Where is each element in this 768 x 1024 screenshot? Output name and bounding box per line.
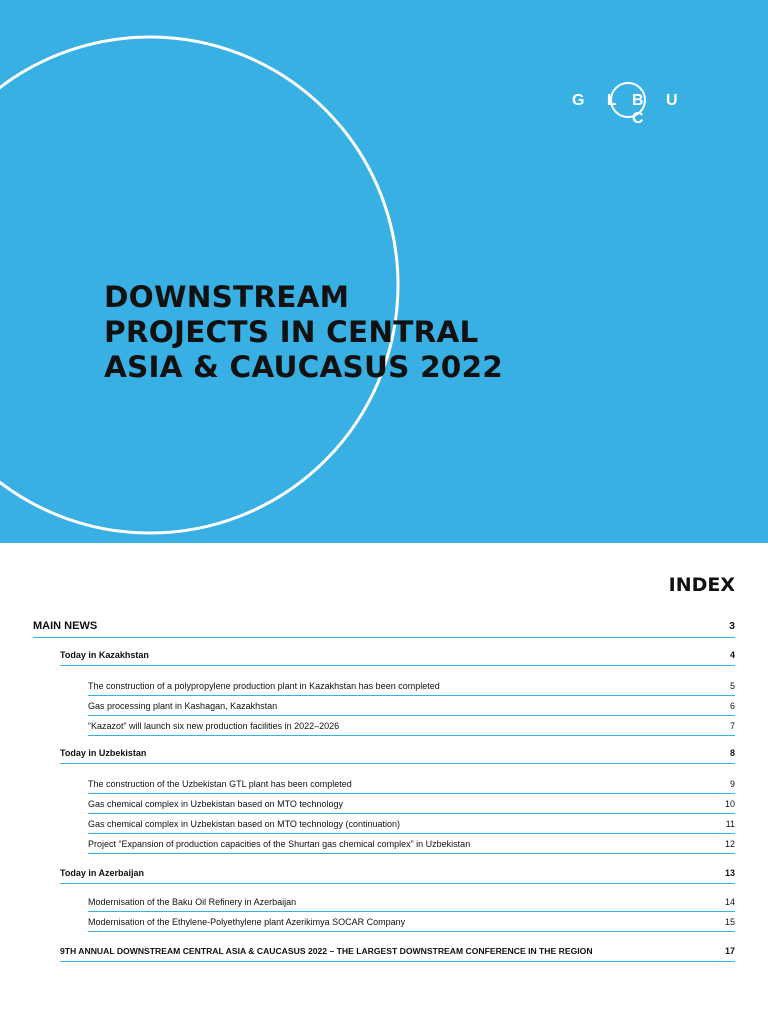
toc-entry-page: 3 bbox=[729, 619, 735, 632]
toc-entry[interactable] bbox=[88, 834, 735, 854]
toc-entry-page: 12 bbox=[724, 838, 735, 849]
toc-entry-title: Project “Expansion of production capacities of the Shurtan gas chemical complex” in Uzbekistan bbox=[88, 838, 471, 849]
toc-entry-page: 11 bbox=[725, 818, 735, 829]
toc-entry[interactable] bbox=[88, 696, 735, 716]
toc-entry-page: 6 bbox=[729, 700, 735, 711]
toc-entry[interactable] bbox=[88, 794, 735, 814]
toc-entry-page: 9 bbox=[729, 778, 735, 789]
toc-entry-page: 10 bbox=[724, 798, 735, 809]
title-line-1: DOWNSTREAM bbox=[104, 280, 350, 314]
toc-entry-title: Today in Kazakhstan bbox=[60, 649, 149, 660]
toc-entry[interactable] bbox=[88, 892, 735, 912]
toc-entry-title: Gas chemical complex in Uzbekistan based on MTO technology bbox=[88, 798, 343, 809]
title-line-3: ASIA & CAUCASUS 2022 bbox=[104, 350, 503, 384]
toc-entry-title: Modernisation of the Baku Oil Refinery in Azerbaijan bbox=[88, 896, 297, 907]
toc-entry-page: 7 bbox=[729, 720, 735, 731]
toc-entry-title: Today in Azerbaijan bbox=[60, 867, 145, 878]
toc-entry-main-news[interactable] bbox=[33, 614, 735, 638]
toc-entry-title: Gas processing plant in Kashagan, Kazakhstan bbox=[88, 700, 278, 711]
toc-entry-title: The construction of a polypropylene production plant in Kazakhstan has been completed bbox=[88, 680, 440, 691]
toc-entry-kazakhstan[interactable] bbox=[60, 644, 735, 666]
toc-entry-title: “Kazazot” will launch six new production facilities in 2022–2026 bbox=[88, 720, 340, 731]
toc-entry-page: 14 bbox=[724, 896, 735, 907]
report-title bbox=[104, 280, 503, 385]
toc-entry-page: 5 bbox=[729, 680, 735, 691]
toc-entry-title: The construction of the Uzbekistan GTL plant has been completed bbox=[88, 778, 352, 789]
toc-entry[interactable] bbox=[88, 774, 735, 794]
toc-entry-title: Today in Uzbekistan bbox=[60, 747, 147, 758]
toc-entry-title: 9TH ANNUAL DOWNSTREAM CENTRAL ASIA & CAUCASUS 2022 – THE LARGEST DOWNSTREAM CONFERENCE IN THE REGION bbox=[60, 945, 593, 956]
toc-entry-title: Modernisation of the Ethylene-Polyethylene plant Azerikimya SOCAR Company bbox=[88, 916, 406, 927]
title-line-2: PROJECTS IN CENTRAL bbox=[104, 315, 479, 349]
toc-entry-page: 4 bbox=[729, 649, 735, 660]
toc-entry-azerbaijan[interactable] bbox=[60, 862, 735, 884]
toc-entry-page: 13 bbox=[724, 867, 735, 878]
toc-entry-page: 8 bbox=[729, 747, 735, 758]
toc-entry-title: MAIN NEWS bbox=[33, 619, 98, 632]
toc-entry[interactable] bbox=[88, 912, 735, 932]
logo-right-text: B U C bbox=[632, 92, 687, 127]
toc-entry[interactable] bbox=[88, 716, 735, 736]
toc-entry-title: Gas chemical complex in Uzbekistan based on MTO technology (continuation) bbox=[88, 818, 400, 829]
toc-entry-page: 17 bbox=[724, 945, 735, 956]
index-heading: INDEX bbox=[668, 574, 735, 596]
toc-entry[interactable] bbox=[88, 676, 735, 696]
toc-entry-uzbekistan[interactable] bbox=[60, 742, 735, 764]
toc-entry-conference[interactable] bbox=[60, 940, 735, 962]
toc-entry[interactable] bbox=[88, 814, 735, 834]
globuc-logo bbox=[572, 82, 692, 127]
logo-left-text: G L bbox=[572, 92, 626, 109]
toc-entry-page: 15 bbox=[724, 916, 735, 927]
